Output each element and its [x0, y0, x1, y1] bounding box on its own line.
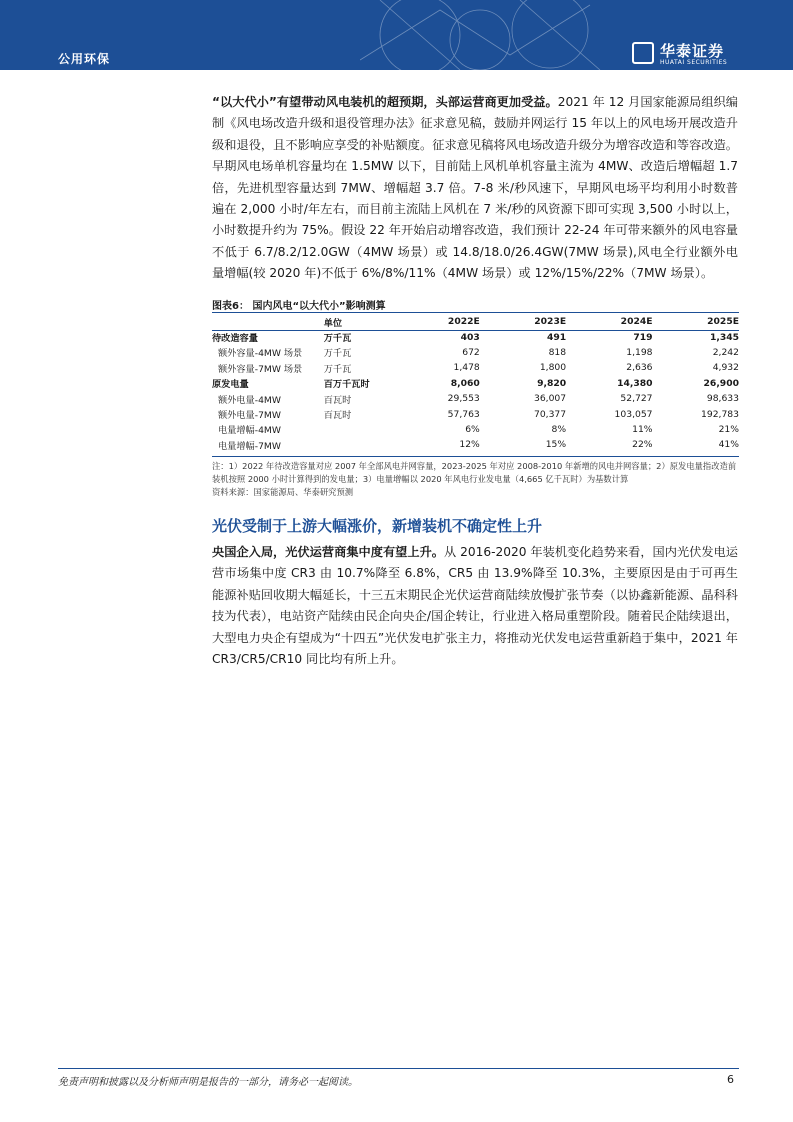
row-value: 21%: [718, 423, 739, 435]
impact-table: [212, 314, 739, 453]
figure-notes: [212, 460, 739, 499]
row-label: 原发电量: [212, 379, 249, 391]
paragraph-body: 从 2016-2020 年装机变化趋势来看，国内光伏发电运营市场集中度 CR3 由 10.7%降至 6.8%，CR5 由 13.9%降至 10.3%，主要原因是由于可再生能源补贴回收期大幅延长，十三五末期民企光伏运营商陆续放慢扩张节奏（以协鑫新能源、晶科科技为代表），电站资产陆续由民企向央企/国企转让，行业进入格局重塑阶段。随着民企陆续退出，大型电力央企有望成为“十四五”光伏发电扩张主力，将推动光伏发电运营重新趋于集中，2021 年 CR3/CR5/CR10 同比均有所上升。: [212, 545, 738, 667]
table-row: [212, 422, 739, 437]
page-header: [0, 0, 793, 70]
row-value: 1,198: [626, 346, 653, 358]
paragraph-wind-replacement: [212, 92, 738, 285]
row-label: 额外电量-4MW: [218, 394, 281, 406]
paragraph-lead: “以大代小”有望带动风电装机的超预期，头部运营商更加受益。: [212, 95, 558, 109]
row-label: 额外电量-7MW: [218, 410, 281, 422]
row-value: 818: [548, 346, 567, 358]
table-header-cell: 2022E: [447, 316, 480, 328]
footer-disclaimer: 免责声明和披露以及分析师声明是报告的一部分，请务必一起阅读。: [58, 1077, 358, 1088]
logo-mark-icon: [632, 42, 654, 64]
row-value: 672: [462, 346, 480, 358]
row-unit: [324, 437, 394, 452]
page-number: 6: [727, 1073, 734, 1086]
row-unit: 万千瓦: [323, 333, 352, 345]
table-header-cell: 2023E: [534, 316, 567, 328]
figure-source: 资料来源：国家能源局、华泰研究预测: [212, 487, 354, 497]
figure-title: 图表6： 国内风电“以大代小”影响测算: [212, 301, 386, 312]
table-row: [212, 391, 739, 406]
row-value: 719: [633, 331, 653, 343]
row-value: 52,727: [620, 393, 653, 405]
footer-rule: [58, 1068, 739, 1069]
row-value: 2,636: [626, 362, 653, 374]
table-header-cell: [212, 314, 324, 329]
row-label: 额外容量-4MW 场景: [218, 348, 303, 360]
row-label: 电量增幅-4MW: [218, 425, 281, 437]
section-heading-solar: 光伏受制于上游大幅涨价，新增装机不确定性上升: [212, 517, 543, 535]
header-decoration: [360, 0, 620, 70]
table-row: [212, 406, 739, 421]
paragraph-body: 2021 年 12 月国家能源局组织编制《风电场改造升级和退役管理办法》征求意见稿，鼓励并网运行 15 年以上的风电场开展改造升级和退役，且不影响应享受的补贴额度。征求意见稿将风电场改造升级分为增容改造和等容改造。早期风电场单机容量均在 1.5MW 以下，目前陆上风机单机容量主流为 4MW、改造后增幅超 1.7 倍，先进机型容量达到 7MW、增幅超 3.7 倍。7-8 米/秒风速下，早期风电场平均利用小时数普遍在 2,000 小时/年左右，而目前主流陆上风机在 7 米/秒的风资源下即可实现 3,500 小时以上，小时数提升约为 75%。假设 22 年开始启动增容改造，我们预计 22-24 年可带来额外的风电容量不低于 6.7/8.2/12.0GW（4MW 场景）或 14.8/18.0/26.4GW(7MW 场景),风电全行业额外电量增幅(较 2020 年)不低于 6%/8%/11%（4MW 场景）或 12%/15%/22%（7MW 场景）。: [212, 95, 738, 281]
row-value: 70,377: [533, 408, 567, 420]
row-label: 电量增幅-7MW: [218, 440, 281, 452]
row-unit: 万千瓦: [323, 363, 352, 375]
table-row: [212, 345, 739, 360]
row-label: 待改造容量: [212, 333, 258, 345]
row-value: 36,007: [533, 393, 567, 405]
row-value: 403: [460, 331, 480, 343]
row-value: 57,763: [447, 408, 480, 420]
row-value: 8,060: [450, 377, 480, 389]
logo-english: HUATAI SECURITIES: [660, 59, 728, 66]
table-row: [212, 437, 739, 452]
figure-note: 注：1）2022 年待改造容量对应 2007 年全部风电并网容量，2023-2025 年对应 2008-2010 年新增的风电并网容量；2）原发电量指改造前装机按照 2000 小时计算得到的发电量；3）电量增幅以 2020 年风电行业发电量（4,665 亿千瓦时）为基数计算: [212, 461, 737, 484]
row-value: 192,783: [701, 408, 739, 420]
logo-chinese: 华泰证券: [660, 42, 725, 60]
paragraph-lead: 央国企入局，光伏运营商集中度有望上升。: [212, 545, 444, 559]
row-value: 103,057: [614, 408, 653, 420]
row-value: 1,345: [709, 331, 739, 343]
company-logo: [632, 40, 742, 66]
row-value: 22%: [632, 439, 653, 451]
row-value: 41%: [718, 439, 739, 451]
row-value: 15%: [545, 439, 567, 451]
table-bottom-rule: [212, 456, 739, 457]
row-value: 12%: [459, 439, 480, 451]
row-value: 1,800: [539, 362, 567, 374]
row-value: 29,553: [447, 393, 480, 405]
row-value: 11%: [632, 423, 653, 435]
row-label: 额外容量-7MW 场景: [218, 363, 303, 375]
row-value: 2,242: [712, 346, 739, 358]
table-header-row: [212, 314, 739, 329]
table-header-rule: [212, 330, 739, 331]
row-value: 6%: [465, 423, 480, 435]
row-value: 491: [546, 331, 567, 343]
row-unit: 百瓦时: [323, 410, 352, 422]
table-header-cell: 2024E: [620, 316, 653, 328]
table-row: [212, 360, 739, 375]
table-header-cell: 2025E: [707, 316, 739, 328]
row-unit: [324, 422, 394, 437]
row-value: 98,633: [706, 393, 739, 405]
figure-top-rule: [212, 312, 739, 313]
table-row: [212, 376, 739, 391]
row-value: 9,820: [537, 377, 567, 389]
row-value: 26,900: [703, 377, 739, 389]
row-unit: 百瓦时: [323, 394, 352, 406]
paragraph-solar: [212, 542, 738, 670]
header-section-label: 公用环保: [58, 52, 111, 66]
row-value: 1,478: [453, 362, 480, 374]
row-unit: 万千瓦: [323, 348, 352, 360]
row-value: 8%: [551, 423, 567, 435]
row-value: 4,932: [712, 362, 739, 374]
table-header-cell: 单位: [323, 317, 343, 329]
row-value: 14,380: [617, 377, 653, 389]
table-row: [212, 329, 739, 344]
row-unit: 百万千瓦时: [323, 379, 370, 391]
